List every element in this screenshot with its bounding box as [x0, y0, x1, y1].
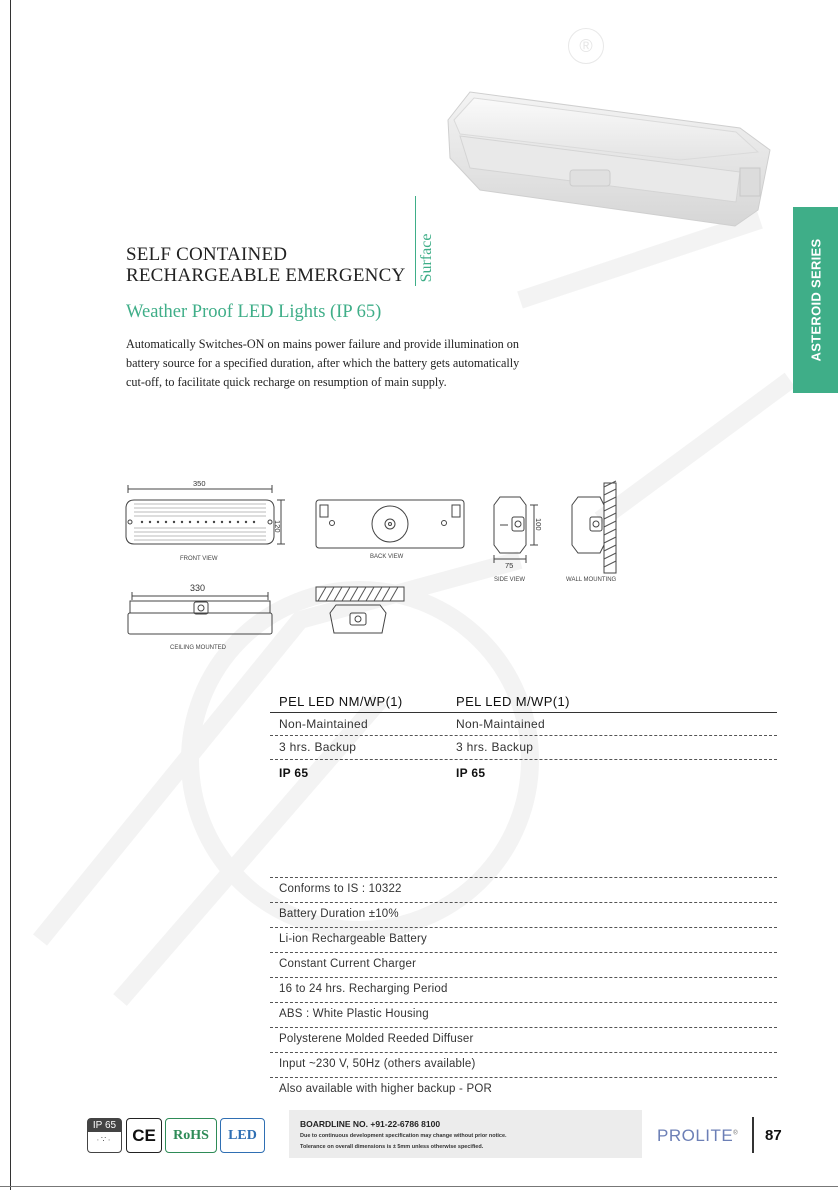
side-depth-dimension: 75 [505, 561, 514, 570]
ip65-badge [87, 1118, 122, 1153]
contact-box [289, 1110, 642, 1158]
feature-divider [270, 902, 777, 903]
feature-divider [270, 1002, 777, 1003]
feature-divider [270, 877, 777, 878]
spec-cell: Non-Maintained [456, 717, 545, 731]
rohs-badge: RoHS [165, 1118, 217, 1153]
side-view-drawing [494, 497, 538, 563]
spec-column-header-2: PEL LED M/WP(1) [456, 694, 570, 709]
feature-item: Conforms to IS : 10322 [279, 883, 402, 895]
brand-name: PROLITE [657, 1126, 734, 1145]
brand-registered-mark: ® [733, 1130, 739, 1137]
spec-column-header-1: PEL LED NM/WP(1) [279, 694, 403, 709]
brand-logo [657, 1126, 738, 1146]
product-description [126, 335, 576, 392]
ip65-dots-icon: ∙∵∙ [96, 1135, 113, 1144]
mount-type-label: Surface [418, 233, 435, 283]
title-line-1: SELF CONTAINED [126, 244, 288, 265]
ceiling-side-drawing [316, 587, 404, 633]
feature-divider [270, 1027, 777, 1028]
page-number-divider [752, 1117, 754, 1153]
led-badge: LED [220, 1118, 265, 1153]
front-width-dimension: 350 [193, 479, 206, 488]
side-view-caption: SIDE VIEW [494, 577, 526, 583]
series-label: ASTEROID SERIES [808, 238, 823, 362]
feature-item: Also available with higher backup - POR [279, 1083, 492, 1095]
feature-divider [270, 977, 777, 978]
front-height-dimension: 120 [273, 520, 282, 533]
back-view-drawing [316, 500, 464, 548]
feature-item: 16 to 24 hrs. Recharging Period [279, 983, 448, 995]
feature-item: Input ~230 V, 50Hz (others available) [279, 1058, 476, 1070]
title-line-2: RECHARGEABLE EMERGENCY [126, 265, 406, 286]
spec-cell: IP 65 [456, 766, 486, 780]
wall-mounting-caption: WALL MOUNTING [566, 577, 617, 583]
feature-item: Constant Current Charger [279, 958, 417, 970]
spec-cell: IP 65 [279, 766, 309, 780]
description-line-3: cut-off, to facilitate quick recharge on resumption of main supply. [126, 375, 447, 389]
front-view-drawing [126, 485, 285, 544]
back-view-caption: BACK VIEW [370, 554, 404, 560]
title-divider [415, 196, 416, 286]
feature-item: Polysterene Molded Reeded Diffuser [279, 1033, 474, 1045]
spec-cell: Non-Maintained [279, 717, 368, 731]
spec-row-divider [270, 759, 777, 760]
spec-cell: 3 hrs. Backup [456, 740, 534, 754]
ceiling-mounted-drawing [128, 592, 272, 634]
technical-drawings [120, 475, 640, 660]
ce-badge: CE [126, 1118, 162, 1153]
ceiling-mounted-caption: CEILING MOUNTED [170, 645, 227, 651]
spec-change-note: Due to continuous development specification may change without prior notice. [300, 1133, 507, 1139]
ceiling-width-dimension: 330 [190, 583, 206, 593]
product-photo [440, 80, 780, 230]
description-line-1: Automatically Switches-ON on mains power failure and provide illumination on [126, 337, 519, 351]
registered-watermark-icon: ® [568, 28, 604, 64]
description-line-2: battery source for a specified duration, after which the battery gets automatically [126, 356, 520, 370]
product-title [126, 244, 405, 286]
series-side-tab [793, 207, 838, 393]
feature-divider [270, 1052, 777, 1053]
feature-divider [270, 1077, 777, 1078]
feature-item: ABS : White Plastic Housing [279, 1008, 429, 1020]
feature-item: Battery Duration ±10% [279, 908, 399, 920]
spec-row-divider [270, 735, 777, 736]
spec-header-rule [270, 712, 777, 713]
tolerance-note: Tolerance on overall dimensions is ± 5mm unless otherwise specified. [300, 1144, 484, 1150]
side-height-dimension: 100 [534, 518, 543, 531]
front-view-caption: FRONT VIEW [180, 556, 218, 562]
ip65-badge-label: IP 65 [88, 1119, 121, 1132]
feature-divider [270, 927, 777, 928]
spec-cell: 3 hrs. Backup [279, 740, 357, 754]
wall-mounting-drawing [572, 481, 616, 573]
page-margin-rule [10, 0, 11, 1190]
feature-item: Li-ion Rechargeable Battery [279, 933, 427, 945]
feature-divider [270, 952, 777, 953]
page-bottom-rule [0, 1186, 838, 1187]
page-number: 87 [765, 1127, 782, 1144]
product-subtitle: Weather Proof LED Lights (IP 65) [126, 302, 382, 322]
boardline-number: BOARDLINE NO. +91-22-6786 8100 [300, 1119, 441, 1129]
